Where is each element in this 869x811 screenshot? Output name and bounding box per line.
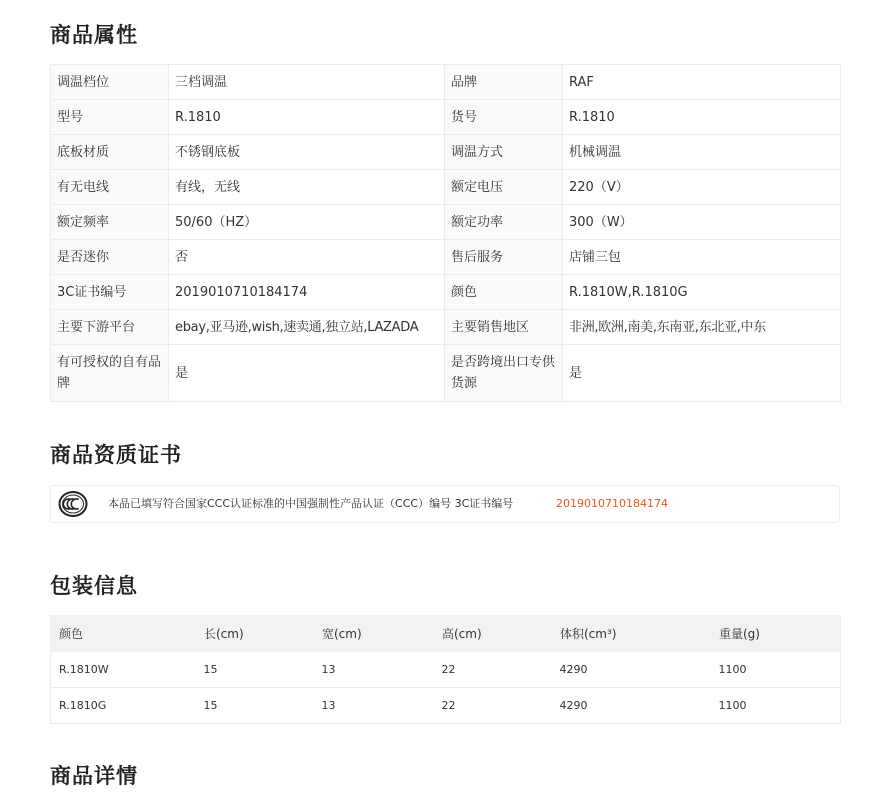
attribute-row (51, 275, 841, 310)
attribute-key: 货号 (445, 100, 563, 135)
packaging-header-row (51, 616, 841, 652)
packaging-cell-weight: 1100 (711, 652, 841, 688)
attribute-key: 是否迷你 (51, 240, 169, 275)
attribute-value: 不锈钢底板 (169, 135, 445, 170)
attribute-row (51, 65, 841, 100)
packaging-header-width: 宽(cm) (314, 616, 434, 652)
attribute-value: 是 (169, 345, 445, 402)
attribute-value: 220（V） (563, 170, 841, 205)
attribute-key: 调温方式 (445, 135, 563, 170)
details-section-title: 商品详情 (50, 764, 138, 788)
packaging-cell-width: 13 (314, 688, 434, 724)
attribute-row (51, 240, 841, 275)
attributes-table (50, 64, 841, 402)
packaging-cell-width: 13 (314, 652, 434, 688)
packaging-table (50, 615, 841, 724)
packaging-cell-length: 15 (196, 688, 314, 724)
attribute-key: 主要销售地区 (445, 310, 563, 345)
attribute-row (51, 170, 841, 205)
attribute-row (51, 345, 841, 402)
attribute-key: 有无电线 (51, 170, 169, 205)
attribute-value: 否 (169, 240, 445, 275)
attribute-key: 3C证书编号 (51, 275, 169, 310)
attribute-value: 50/60（HZ） (169, 205, 445, 240)
attribute-row (51, 205, 841, 240)
packaging-cell-volume: 4290 (552, 688, 711, 724)
table-row (51, 652, 841, 688)
packaging-cell-height: 22 (434, 688, 552, 724)
packaging-cell-volume: 4290 (552, 652, 711, 688)
packaging-cell-height: 22 (434, 652, 552, 688)
packaging-section-title: 包装信息 (50, 574, 138, 598)
attribute-key: 是否跨境出口专供货源 (445, 345, 563, 402)
attribute-value: 2019010710184174 (169, 275, 445, 310)
certificate-box (50, 485, 840, 523)
packaging-header-weight: 重量(g) (711, 616, 841, 652)
packaging-cell-length: 15 (196, 652, 314, 688)
packaging-header-volume: 体积(cm³) (552, 616, 711, 652)
attribute-key: 售后服务 (445, 240, 563, 275)
attribute-key: 型号 (51, 100, 169, 135)
attributes-section-title: 商品属性 (50, 23, 138, 47)
attribute-value: ebay,亚马逊,wish,速卖通,独立站,LAZADA (169, 310, 445, 345)
certificate-description: 本品已填写符合国家CCC认证标准的中国强制性产品认证（CCC）编号 3C证书编号 (108, 497, 514, 510)
attribute-value: 有线，无线 (169, 170, 445, 205)
attribute-row (51, 135, 841, 170)
packaging-header-color: 颜色 (51, 616, 196, 652)
attribute-value: 是 (563, 345, 841, 402)
attribute-value: R.1810 (169, 100, 445, 135)
attribute-key: 额定功率 (445, 205, 563, 240)
certificate-section-title: 商品资质证书 (50, 443, 182, 467)
attribute-value: 三档调温 (169, 65, 445, 100)
packaging-header-height: 高(cm) (434, 616, 552, 652)
attribute-row (51, 310, 841, 345)
attribute-key: 有可授权的自有品牌 (51, 345, 169, 402)
attribute-value: 机械调温 (563, 135, 841, 170)
attribute-key: 底板材质 (51, 135, 169, 170)
attribute-value: 店铺三包 (563, 240, 841, 275)
attribute-key: 调温档位 (51, 65, 169, 100)
packaging-cell-weight: 1100 (711, 688, 841, 724)
attribute-key: 颜色 (445, 275, 563, 310)
attribute-value: R.1810 (563, 100, 841, 135)
attribute-key: 主要下游平台 (51, 310, 169, 345)
ccc-certification-icon (58, 490, 88, 518)
packaging-cell-color: R.1810W (51, 652, 196, 688)
attribute-key: 品牌 (445, 65, 563, 100)
attribute-value: R.1810W,R.1810G (563, 275, 841, 310)
certificate-number[interactable]: 2019010710184174 (556, 497, 668, 510)
attribute-value: 非洲,欧洲,南美,东南亚,东北亚,中东 (563, 310, 841, 345)
table-row (51, 688, 841, 724)
attribute-value: 300（W） (563, 205, 841, 240)
attribute-key: 额定频率 (51, 205, 169, 240)
attribute-key: 额定电压 (445, 170, 563, 205)
packaging-cell-color: R.1810G (51, 688, 196, 724)
attribute-value: RAF (563, 65, 841, 100)
packaging-header-length: 长(cm) (196, 616, 314, 652)
attribute-row (51, 100, 841, 135)
